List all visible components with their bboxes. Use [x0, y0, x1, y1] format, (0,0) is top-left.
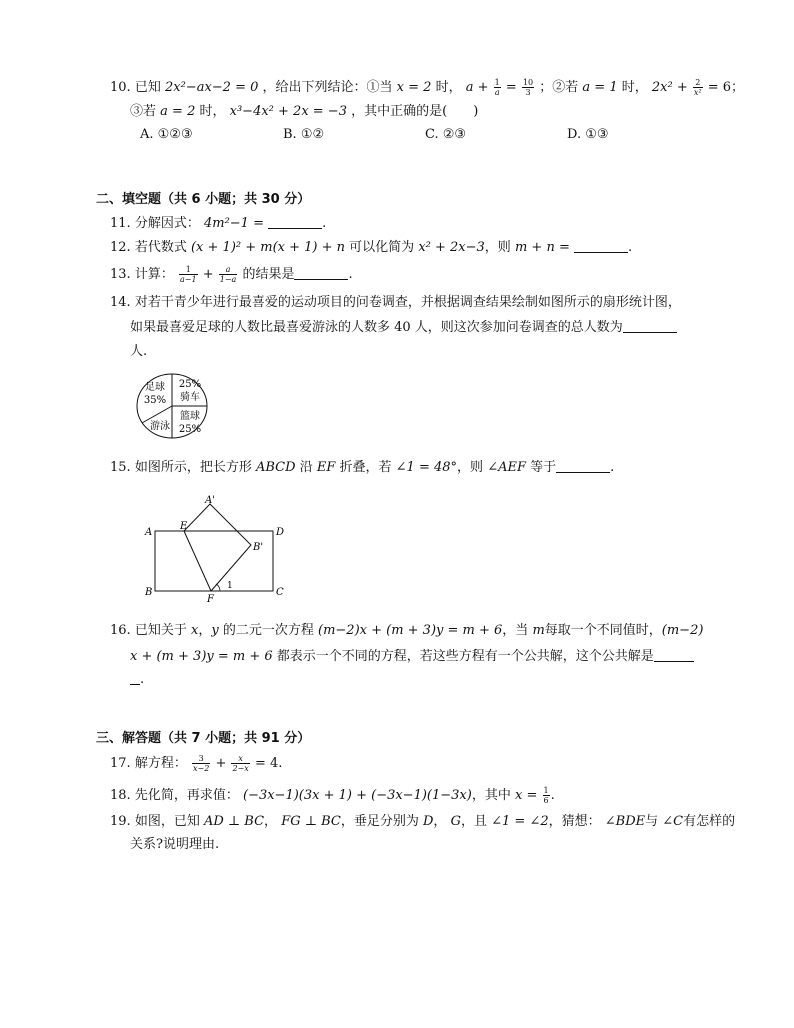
- label-b: B: [145, 587, 153, 598]
- q11: 11. 分解因式： 4m²−1 = .: [110, 216, 327, 231]
- q10-line2: ③若 a = 2 时， x³−4x² + 2x = −3 ，其中正确的是( ): [130, 104, 479, 119]
- pie-swimming-label: 游泳: [150, 421, 170, 432]
- label-angle-1: 1: [227, 581, 233, 591]
- q10-option-d[interactable]: D. ①③: [567, 127, 609, 142]
- label-e: E: [180, 521, 188, 532]
- label-b-prime: B': [253, 542, 264, 553]
- pie-basketball-label: 篮球: [180, 411, 200, 422]
- fold-figure: [140, 490, 290, 602]
- q17: 17. 解方程： $\frac{3}{x-2}$ + $\frac{x}{2-x}$ = 4.: [110, 754, 283, 773]
- label-c: C: [276, 587, 284, 598]
- q14-line3: 人.: [130, 344, 148, 359]
- q12-answer-blank[interactable]: [574, 239, 628, 253]
- label-a-prime: A': [205, 495, 215, 506]
- q19-line2: 关系?说明理由.: [130, 837, 220, 852]
- q12: 12. 若代数式 (x + 1)² + m(x + 1) + n 可以化简为 x² + 2x−3，则 m + n = .: [110, 240, 633, 255]
- pie-football-pct: 35%: [143, 395, 167, 406]
- q16-line3: .: [130, 671, 144, 689]
- label-a: A: [145, 527, 153, 538]
- pie-football-label: 足球: [145, 382, 165, 393]
- q13-answer-blank[interactable]: [294, 266, 348, 280]
- label-f: F: [207, 594, 214, 602]
- section-solve-heading: 三、解答题（共 7 小题；共 91 分）: [96, 731, 311, 746]
- q11-answer-blank[interactable]: [268, 215, 322, 229]
- q15: 15. 如图所示，把长方形 ABCD 沿 EF 折叠，若 ∠1 = 48°，则 ∠AEF 等于 .: [110, 460, 615, 475]
- pie-chart: [135, 372, 209, 440]
- q18: 18. 先化简，再求值： (−3x−1)(3x + 1) + (−3x−1)(1−3x)，其中 x = $\frac{1}{6}$ .: [110, 786, 555, 805]
- q15-answer-blank[interactable]: [556, 459, 610, 473]
- pie-cycling-label: 骑车: [180, 392, 200, 403]
- label-d: D: [276, 527, 285, 538]
- q10-option-b[interactable]: B. ①②: [283, 127, 325, 142]
- q16-line2: x + (m + 3)y = m + 6 都表示一个不同的方程，若这些方程有一个公共解，这个公共解是: [130, 648, 694, 666]
- section-fill-blank-heading: 二、填空题（共 6 小题；共 30 分）: [96, 192, 311, 207]
- q16-answer-blank[interactable]: [654, 648, 694, 662]
- q13: 13. 计算： $\frac{1}{a-1}$ + $\frac{a}{1-a}$ 的结果是 .: [110, 265, 353, 284]
- q14-answer-blank[interactable]: [623, 319, 677, 333]
- q19-line1: 19. 如图，已知 AD ⊥ BC， FG ⊥ BC，垂足分别为 D， G，且 ∠1 = ∠2，猜想： ∠BDE与 ∠C有怎样的: [110, 814, 736, 829]
- q14-line1: 14. 对若干青少年进行最喜爱的运动项目的问卷调查，并根据调查结果绘制如图所示的扇形统计图，: [110, 295, 681, 310]
- q10-option-c[interactable]: C. ②③: [425, 127, 467, 142]
- q16-line1: 16. 已知关于 x，y 的二元一次方程 (m−2)x + (m + 3)y = m + 6，当 m每取一个不同值时，(m−2): [110, 623, 704, 638]
- q10-option-a[interactable]: A. ①②③: [140, 127, 193, 142]
- q10-line1: 10. 已知 2x²−ax−2 = 0 ，给出下列结论：①当 x = 2 时， a + $\frac{1}{a}$ = $\frac{10}{3}$ ；②若 a = 1 时， 2x² + $\frac{2}{\text{x²}}$ = 6；: [110, 78, 745, 97]
- pie-cycling-pct: 25%: [178, 379, 202, 390]
- pie-basketball-pct: 25%: [178, 424, 202, 435]
- q14-line2: 如果最喜爱足球的人数比最喜爱游泳的人数多 40 人，则这次参加问卷调查的总人数为: [130, 319, 677, 337]
